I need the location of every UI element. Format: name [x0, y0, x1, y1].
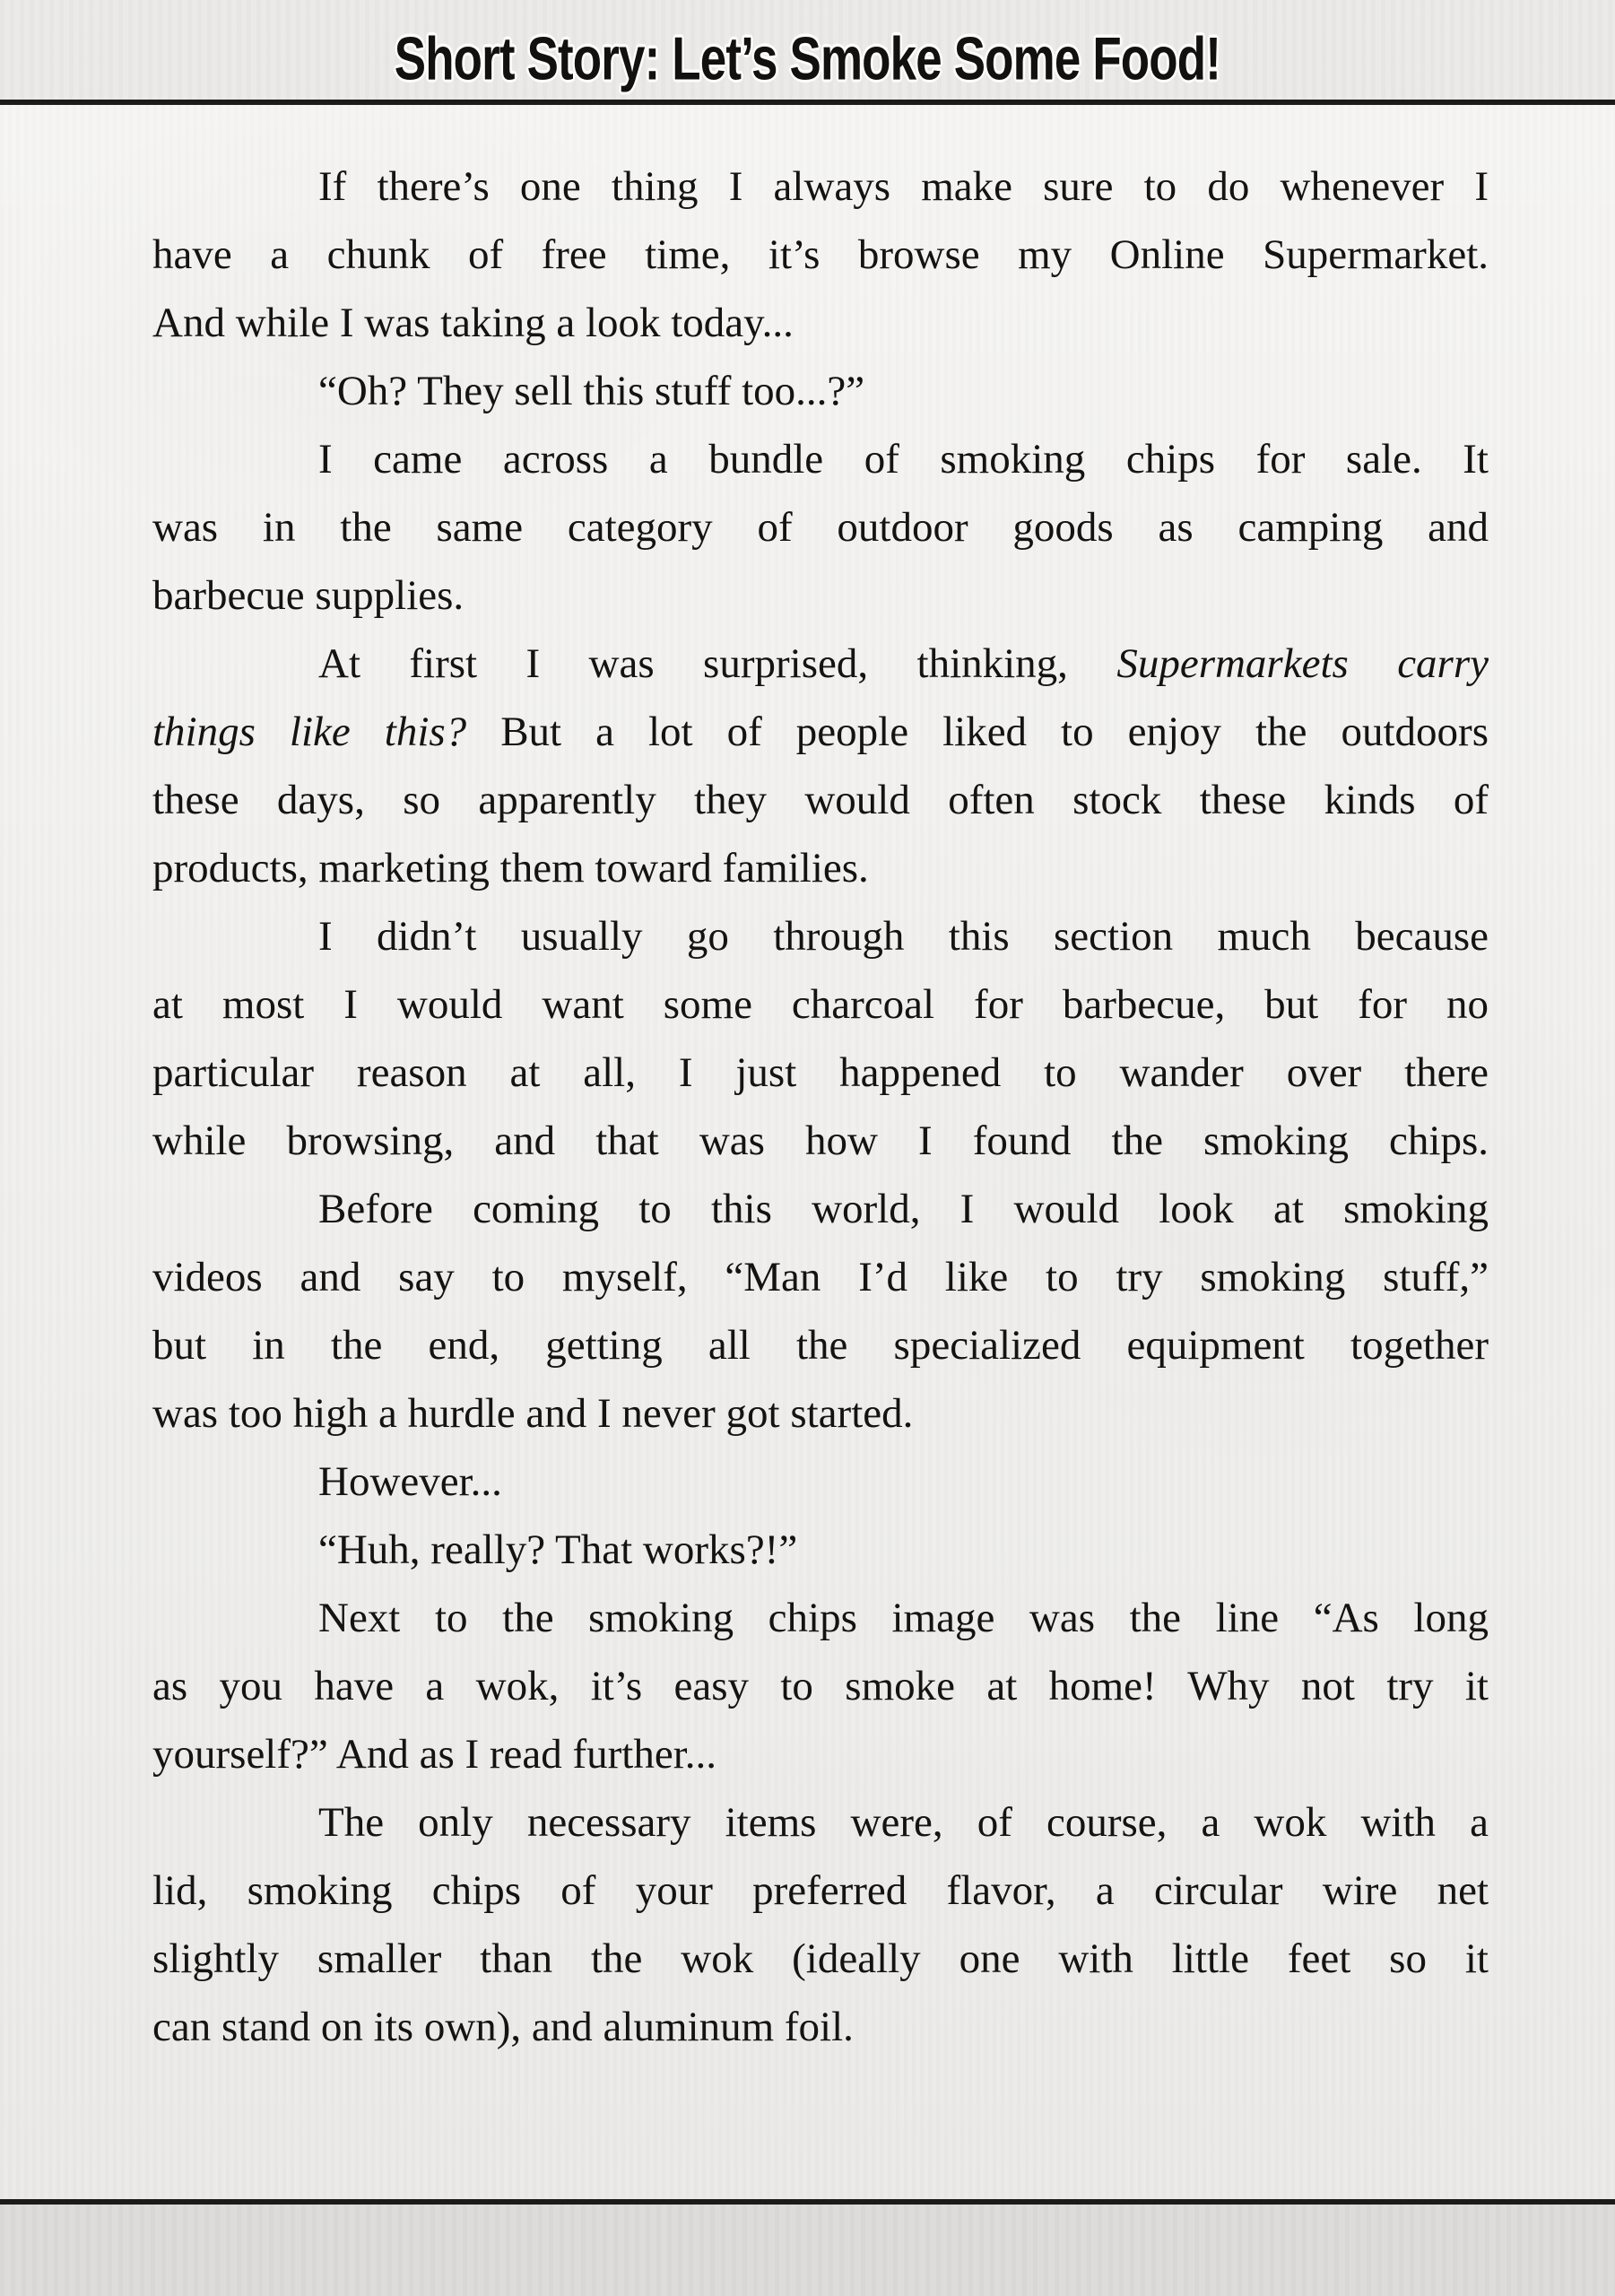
text-line [152, 561, 1489, 630]
text-line [152, 1175, 1489, 1243]
text-line [152, 152, 1489, 221]
italic-text-segment: Supermarkets carry [1116, 640, 1489, 687]
text-line [152, 902, 1489, 970]
paragraph [152, 425, 1489, 630]
text-segment: yourself?” And as I read further... [152, 1731, 717, 1778]
text-line [152, 834, 1489, 902]
text-segment: but in the end, getting all the specialized equipment together [152, 1322, 1489, 1369]
text-line [152, 289, 1489, 357]
paragraph [152, 1516, 1489, 1584]
text-segment: while browsing, and that was how I found the smoking chips. [152, 1118, 1489, 1164]
text-line [152, 970, 1489, 1039]
text-segment: lid, smoking chips of your preferred flavor, a circular wire net [152, 1867, 1489, 1914]
text-line [152, 1243, 1489, 1311]
text-line [152, 698, 1489, 766]
text-line [152, 1516, 1489, 1584]
paragraph [152, 902, 1489, 1175]
page-footer [0, 2199, 1615, 2296]
paragraph [152, 357, 1489, 425]
text-line [152, 425, 1489, 493]
paragraph [152, 1788, 1489, 2061]
text-segment: Before coming to this world, I would look at smoking [318, 1186, 1489, 1232]
text-segment: as you have a wok, it’s easy to smoke at home! Why not try it [152, 1663, 1489, 1709]
text-line [152, 1311, 1489, 1379]
text-segment: And while I was taking a look today... [152, 300, 794, 346]
text-segment: At first I was surprised, thinking, [318, 640, 1117, 687]
text-segment: I came across a bundle of smoking chips for sale. It [318, 436, 1489, 483]
italic-text-segment: things like this? [152, 709, 467, 755]
text-line [152, 493, 1489, 561]
paragraph [152, 152, 1489, 357]
text-segment: barbecue supplies. [152, 572, 465, 619]
text-line [152, 1993, 1489, 2061]
text-segment: was in the same category of outdoor goods as camping and [152, 504, 1489, 551]
text-segment: slightly smaller than the wok (ideally one with little feet so it [152, 1935, 1489, 1982]
text-line [152, 1379, 1489, 1448]
page-title: Short Story: Let’s Smoke Some Food! [394, 24, 1221, 93]
text-line [152, 1584, 1489, 1652]
text-line [152, 1925, 1489, 1993]
paragraph [152, 1175, 1489, 1448]
text-segment: “Oh? They sell this stuff too...?” [318, 368, 865, 414]
text-line [152, 1107, 1489, 1175]
text-line [152, 630, 1489, 698]
paragraph [152, 1448, 1489, 1516]
text-segment: at most I would want some charcoal for barbecue, but for no [152, 981, 1489, 1028]
text-line [152, 1448, 1489, 1516]
paragraph [152, 1584, 1489, 1788]
text-segment: However... [318, 1458, 502, 1505]
text-line [152, 1720, 1489, 1788]
text-segment: was too high a hurdle and I never got started. [152, 1390, 914, 1437]
text-segment: videos and say to myself, “Man I’d like to try smoking stuff,” [152, 1254, 1489, 1300]
text-segment: The only necessary items were, of course, a wok with a [318, 1799, 1489, 1846]
story-text [152, 152, 1489, 2061]
text-line [152, 357, 1489, 425]
text-segment: can stand on its own), and aluminum foil. [152, 2004, 854, 2050]
text-segment: have a chunk of free time, it’s browse my Online Supermarket. [152, 231, 1489, 278]
text-line [152, 1857, 1489, 1925]
text-line [152, 221, 1489, 289]
text-line [152, 1039, 1489, 1107]
text-line [152, 1652, 1489, 1720]
text-segment: But a lot of people liked to enjoy the outdoors [466, 709, 1489, 755]
text-segment: products, marketing them toward families. [152, 845, 869, 891]
text-segment: I didn’t usually go through this section much because [318, 913, 1489, 960]
text-segment: “Huh, really? That works?!” [318, 1526, 798, 1573]
page-header [0, 0, 1615, 105]
text-segment: Next to the smoking chips image was the line “As long [318, 1595, 1489, 1641]
text-line [152, 766, 1489, 834]
text-line [152, 1788, 1489, 1857]
text-segment: If there’s one thing I always make sure to do whenever I [318, 163, 1489, 210]
text-segment: these days, so apparently they would often stock these kinds of [152, 777, 1489, 823]
paragraph [152, 630, 1489, 902]
text-segment: particular reason at all, I just happened to wander over there [152, 1049, 1489, 1096]
